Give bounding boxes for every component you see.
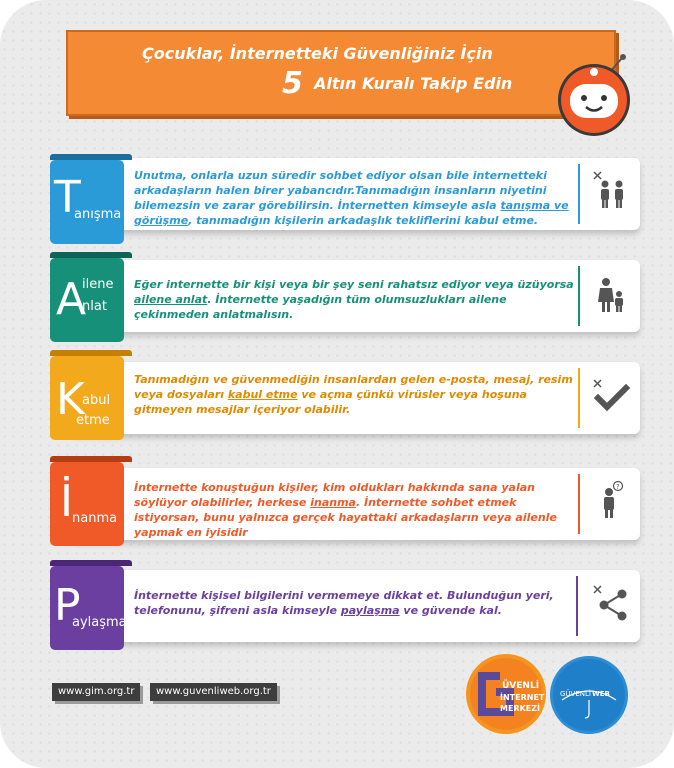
rule-description-ailene-anlat bbox=[134, 277, 574, 322]
tab-ribbon bbox=[50, 154, 132, 160]
title-banner bbox=[66, 30, 616, 116]
divider-line bbox=[578, 266, 580, 326]
desc-text: İnternette konuştuğun kişiler, kim oldukları hakkında sana yalan söylüyor olabilirler, herkese bbox=[134, 481, 535, 509]
title-line-2: Altın Kuralı Takip Edin bbox=[314, 74, 513, 93]
rule-initial: K bbox=[56, 374, 85, 425]
rule-description-paylasma bbox=[134, 588, 574, 618]
svg-text:GÜVENLİ: GÜVENLİ bbox=[560, 690, 591, 698]
divider-line bbox=[578, 474, 580, 534]
desc-highlight: paylaşma bbox=[340, 604, 400, 617]
gim-url-link[interactable]: www.gim.org.tr bbox=[52, 683, 140, 701]
guvenliweb-url-link[interactable]: www.guvenliweb.org.tr bbox=[150, 683, 277, 701]
desc-text: Unutma, onlarla uzun süredir sohbet ediyor olsan bile internetteki arkadaşların halen birer yabancıdır.Tanımadığın insanların niyetini bilemezsin ve zarar görebilirsin. İnternetten kimseyle asla bbox=[134, 169, 547, 212]
desc-text-end: , tanımadığın kişilerin arkadaşlık tekliflerini kabul etme. bbox=[188, 214, 539, 227]
divider-line bbox=[578, 368, 580, 428]
rule-tab-ailene-anlat bbox=[50, 258, 124, 342]
rule-word-rest: ilene bbox=[82, 277, 114, 292]
desc-text: Tanımadığın ve güvenmediğin insanlardan gelen e-posta, mesaj, resim veya dosyaları bbox=[134, 373, 573, 401]
rule-tab-paylasma bbox=[50, 566, 127, 650]
svg-text:ÜVENLİ: ÜVENLİ bbox=[502, 681, 540, 691]
rule-initial: P bbox=[54, 580, 81, 631]
title-number: 5 bbox=[282, 66, 303, 101]
svg-text:İNTERNET: İNTERNET bbox=[500, 693, 545, 702]
desc-text: İnternette kişisel bilgilerini vermemeye dikkat et. Bulunduğun yeri, telefonunu, şifreni asla kimseyle bbox=[134, 589, 554, 617]
desc-text: Eğer internette bir kişi veya bir şey seni rahatsız ediyor veya üzüyorsa bbox=[134, 278, 574, 291]
rule-description-kabul-etme bbox=[134, 372, 574, 417]
guvenli-internet-merkezi-logo bbox=[464, 652, 548, 736]
rule-description-inanma bbox=[134, 480, 574, 540]
rule-initial: İ bbox=[60, 476, 73, 527]
desc-text-end: . İnternette yaşadığın tüm olumsuzlukları ailene çekinmeden anlatmalısın. bbox=[134, 293, 507, 321]
stranger-people-icon bbox=[592, 170, 632, 210]
desc-text-end: ve güvende kal. bbox=[399, 604, 502, 617]
rule-tab-inanma bbox=[50, 462, 124, 546]
desc-highlight: inanma bbox=[310, 496, 356, 509]
rule-word-rest: abul bbox=[82, 393, 111, 408]
svg-text:?: ? bbox=[616, 483, 620, 491]
no-share-icon bbox=[592, 584, 632, 624]
rule-initial: T bbox=[54, 172, 81, 223]
rule-description-tanisma bbox=[134, 168, 574, 228]
rule-tab-kabul-etme bbox=[50, 356, 124, 440]
questioning-person-icon bbox=[592, 480, 632, 520]
svg-text:MERKEZİ: MERKEZİ bbox=[500, 704, 541, 713]
rule-word-rest: anışma bbox=[74, 207, 122, 222]
rule-word-rest-2: etme bbox=[76, 413, 110, 428]
desc-highlight: ailene anlat bbox=[134, 293, 208, 306]
robot-mascot-icon bbox=[552, 52, 638, 138]
desc-text-end: ve açma çünkü virüsler veya hoşuna gitmeyen mesajlar içeriyor olabilir. bbox=[134, 388, 527, 416]
rule-word-rest: nanma bbox=[72, 511, 118, 526]
svg-text:WEB: WEB bbox=[592, 690, 610, 698]
divider-line bbox=[578, 164, 580, 224]
tab-ribbon bbox=[50, 252, 132, 258]
rule-tab-tanisma bbox=[50, 160, 124, 244]
reject-check-icon bbox=[592, 376, 632, 416]
rule-initial: A bbox=[56, 274, 87, 325]
rule-word-rest: aylaşma bbox=[72, 615, 127, 630]
desc-highlight: kabul etme bbox=[227, 388, 298, 401]
rule-word-rest-2: nlat bbox=[82, 299, 107, 314]
desc-text-end: . İnternette sohbet etmek istiyorsan, bunu yalnızca gerçek hayattaki arkadaşların veya ailenle yapmak en iyisidir bbox=[134, 496, 557, 539]
title-line-1: Çocuklar, İnternetteki Güvenliğiniz İçin bbox=[142, 44, 493, 63]
guvenliweb-logo bbox=[548, 654, 630, 736]
desc-highlight: tanışma ve görüşme bbox=[134, 199, 569, 227]
divider-line bbox=[576, 576, 578, 636]
tab-ribbon bbox=[50, 456, 132, 462]
tab-ribbon bbox=[50, 560, 132, 566]
tab-ribbon bbox=[50, 350, 132, 356]
family-icon bbox=[592, 274, 632, 314]
